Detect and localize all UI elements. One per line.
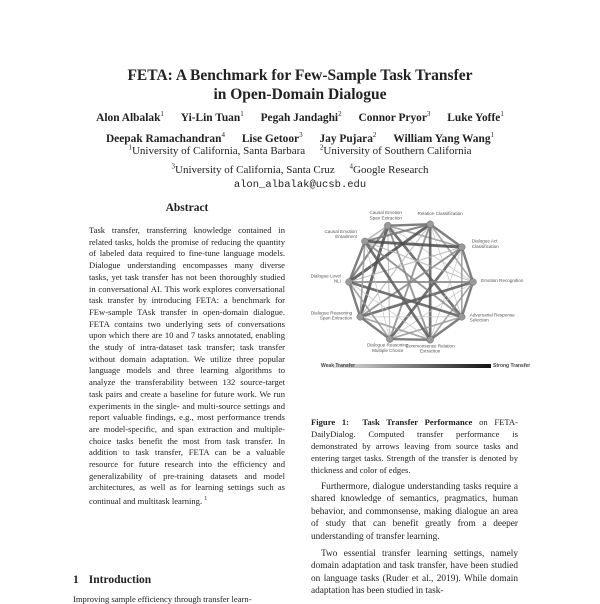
section-heading-introduction — [73, 574, 151, 586]
author: Alon Albalak$^1$ — [96, 110, 164, 124]
task-node — [386, 336, 393, 343]
intro-first-line: Improving sample efficiency through transfer learn- — [73, 594, 252, 604]
task-node — [427, 221, 434, 228]
legend-weak-label: Weak Transfer — [321, 363, 356, 369]
author: Lise Getoor$^3$ — [241, 130, 303, 145]
task-node — [346, 279, 353, 286]
caption-label: Figure 1: — [311, 417, 350, 427]
transfer-edge — [349, 247, 462, 282]
task-node-label: Commonsense Relation Extraction — [405, 343, 455, 354]
task-node — [470, 279, 477, 286]
task-node — [458, 244, 465, 251]
task-node-label: Emotion Recognition — [481, 278, 524, 283]
title-line-1: FETA: A Benchmark for Few-Sample Task Transfer — [127, 67, 473, 84]
affiliation: $^1$University of California, Santa Barbara — [128, 143, 306, 157]
task-node-label: Dialogue Act Classification — [471, 238, 499, 249]
transfer-edge — [430, 317, 462, 340]
task-node — [427, 336, 434, 343]
task-node — [362, 238, 369, 245]
abstract-body: Task transfer, transferring knowledge contained in related tasks, holds the promise of reducing the quantity of labeled data required to fine-tune language models. Dialogue understanding encompasses many diverse tasks, yet task transfer has not been thoroughly studied in conversational AI. This work explores conversational task transfer by introducing FETA: a benchmark for FEw-sample TAsk transfer in open-domain dialogue. FETA contains two underlying sets of conversations upon which there are 10 and 7 tasks annotated, enabling the study of intra-dataset task transfer; task transfer without domain adaptation. We utilize three popular language models and three learning algorithms to analyze the transferability between 132 source-target task pairs and create a baseline for future work. We run experiments in the single- and multi-source settings and report valuable findings, e.g., most performance trends are model-specific, and span extraction and multiple-choice tasks benefit the most from task transfer. In addition to task transfer, FETA can be a valuable resource for future research into the efficiency and generalizability of pre-training datasets and model architectures, as well as for learning settings such as continual and multitask learning. $^1$ — [89, 225, 285, 507]
task-transfer-figure — [310, 202, 531, 382]
transfer-edge — [360, 317, 430, 340]
transfer-graph — [310, 202, 531, 382]
author: Jay Pujara$^2$ — [319, 130, 377, 145]
author-email[interactable]: alon_albalak@ucsb.edu — [233, 179, 367, 192]
author: Deepak Ramachandran$^4$ — [105, 130, 225, 145]
legend-gradient-bar — [333, 364, 491, 368]
author: Pegah Jandaghi$^2$ — [260, 110, 342, 124]
section-number: 1 — [73, 574, 79, 586]
transfer-edge — [390, 317, 462, 339]
task-node — [357, 313, 364, 320]
transfer-edge — [365, 241, 462, 317]
affiliation: $^3$University of California, Santa Cruz — [171, 162, 335, 176]
task-node-label: Causal Emotion Span Extraction — [369, 210, 402, 221]
caption-text: on FETA-DailyDialog. Computed transfer performance is demonstrated by arrows leaving from source tasks and entering target tasks. Strength of the transfer is denoted by thickness and color of edges. — [311, 417, 518, 475]
task-node — [458, 313, 465, 320]
task-node-label: Dialogue Reasoning Span Extraction — [310, 310, 353, 321]
transfer-edge — [390, 339, 430, 340]
transfer-edge — [430, 282, 473, 340]
task-node-label: Relation Classification — [417, 211, 463, 217]
task-node-label: Dialogue Level NLI — [310, 273, 341, 284]
figure-caption — [311, 417, 518, 477]
paper-title — [0, 66, 600, 104]
task-node-label: Adversarial Response Selection — [469, 312, 515, 323]
author: Connor Pryor$^3$ — [358, 110, 431, 124]
abstract-heading: Abstract — [165, 202, 209, 214]
transfer-edge — [462, 247, 473, 282]
task-node-label: Dialogue Reasoning Multiple Choice — [367, 342, 409, 353]
transfer-edge — [430, 224, 462, 247]
author: Luke Yoffe$^1$ — [447, 110, 504, 124]
author: William Yang Wang$^1$ — [393, 130, 495, 145]
legend-strong-label: Strong Transfer — [493, 363, 531, 369]
section-title: Introduction — [88, 574, 152, 586]
caption-bold: Task Transfer Performance — [362, 417, 473, 427]
abstract-section — [89, 202, 285, 508]
affiliation: $^2$University of Southern California — [319, 143, 472, 157]
body-paragraph: Furthermore, dialogue understanding tasks require a shared knowledge of semantics, pragmatics, human behavior, and commonsense, making dialogue an area of study that can benefit greatly from a deeper understanding of transfer learning. — [311, 482, 518, 542]
author: Yi-Lin Tuan$^1$ — [180, 110, 244, 124]
affiliation: $^4$Google Research — [349, 162, 429, 176]
title-line-2: in Open-Domain Dialogue — [213, 86, 387, 103]
task-node-label: Causal Emotion Entailment — [324, 228, 357, 240]
body-paragraph: Two essential transfer learning settings, namely domain adaptation and task transfer, have been studied on language tasks (Ruder et al., 2019). While domain adaptation has been studied in task- — [311, 549, 518, 597]
affiliations — [0, 140, 600, 194]
footnote-mark[interactable]: 1 — [204, 496, 208, 503]
task-node — [384, 222, 391, 229]
